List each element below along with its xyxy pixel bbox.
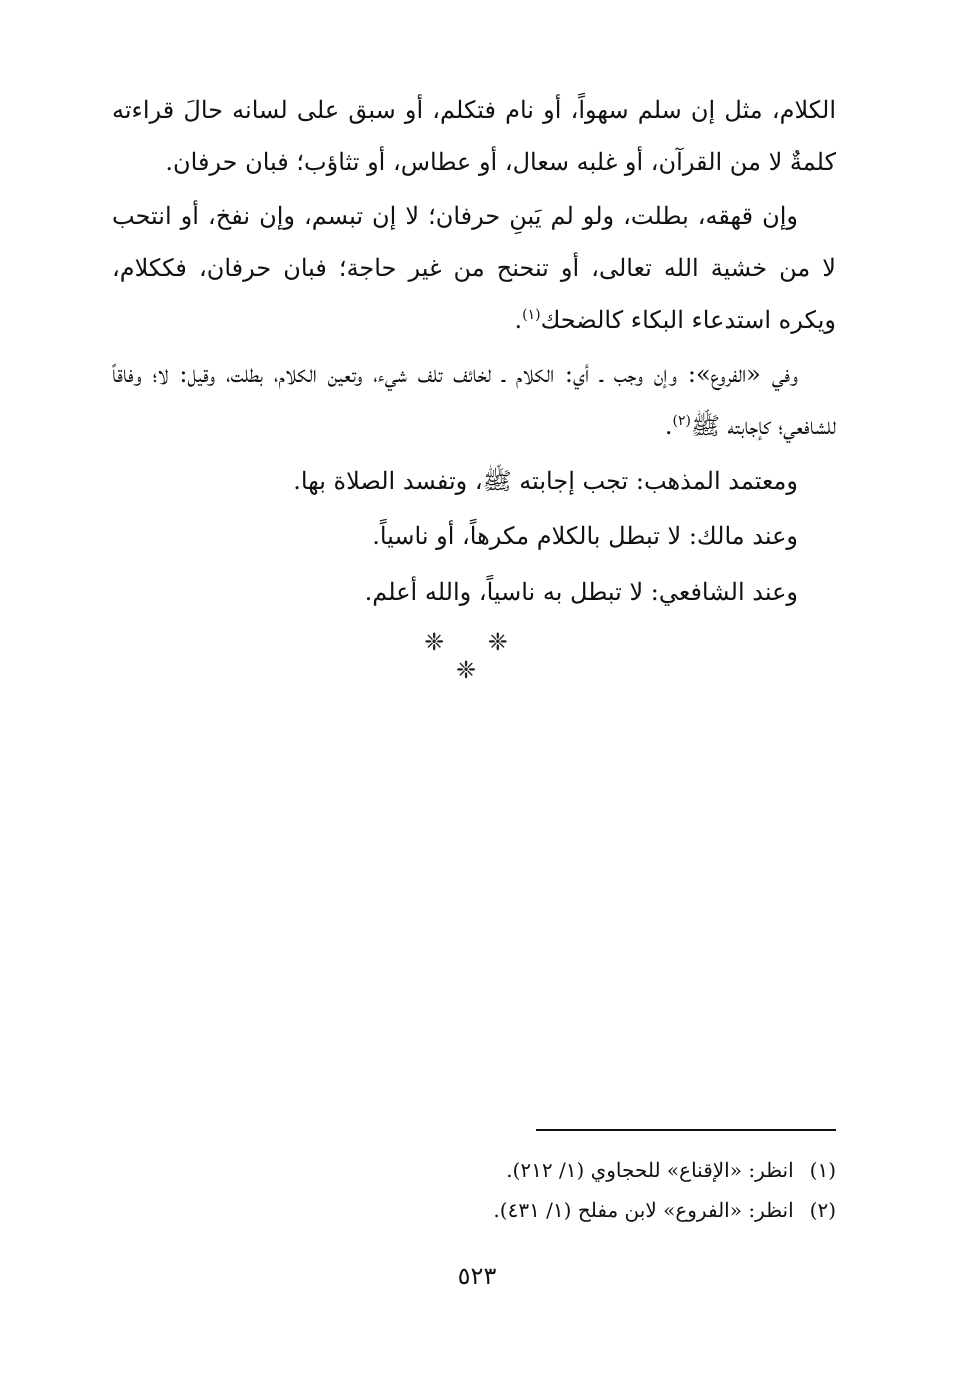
- paragraph-4-text: ومعتمد المذهب: تجب إجابته ﷺ، وتفسد الصلاة بها.: [293, 467, 798, 495]
- paragraph-3-text: وفي «الفروع»: وإن وجب ـ أي: الكلام ـ لخائف تلف شيء، وتعين الكلام، بطلت، وقيل: لا؛ وفاقاً للشافعي؛ كإجابته ﷺ: [112, 360, 836, 440]
- paragraph-5: [112, 510, 836, 562]
- paragraph-3-period: .: [664, 412, 673, 440]
- paragraph-6: [112, 566, 836, 618]
- paragraph-2-period: .: [514, 306, 523, 334]
- footnote-2-number: (٢): [809, 1198, 836, 1222]
- footnote-ref-1[interactable]: (١): [522, 307, 541, 323]
- paragraph-2: [112, 190, 836, 346]
- paragraph-1: [112, 84, 836, 188]
- footnote-divider: [536, 1129, 836, 1131]
- paragraph-4: [112, 455, 836, 507]
- footnotes: [300, 1150, 836, 1230]
- footnote-1-number: (١): [809, 1158, 836, 1182]
- section-separator: ❈ ❈ ❈: [424, 628, 526, 684]
- page-number: ٥٢٣: [457, 1262, 497, 1290]
- footnote-1: [300, 1150, 836, 1190]
- paragraph-1-text: الكلام، مثل إن سلم سهواً، أو نام فتكلم، أو سبق على لسانه حالَ قراءته كلمةٌ لا من القرآن، أو غلبه سعال، أو عطاس، أو تثاؤب؛ فبان حرفان.: [112, 96, 836, 176]
- paragraph-2-text: وإن قهقه، بطلت، ولو لم يَبنِ حرفان؛ لا إن تبسم، وإن نفخ، أو انتحب لا من خشية الله تعالى، أو تنحنح من غير حاجة؛ فبان حرفان، فككلام، ويكره استدعاء البكاء كالضحك: [112, 202, 836, 334]
- footnote-2-text: انظر: «الفروع» لابن مفلح (١/ ٤٣١).: [493, 1198, 794, 1222]
- paragraph-3: [112, 348, 836, 452]
- paragraph-6-text: وعند الشافعي: لا تبطل به ناسياً، والله أعلم.: [364, 578, 798, 606]
- paragraph-5-text: وعند مالك: لا تبطل بالكلام مكرهاً، أو ناسياً.: [372, 522, 798, 550]
- footnote-1-text: انظر: «الإقناع» للحجاوي (١/ ٢١٢).: [506, 1158, 794, 1182]
- footnote-2: [300, 1190, 836, 1230]
- footnote-ref-2[interactable]: (٢): [672, 413, 691, 429]
